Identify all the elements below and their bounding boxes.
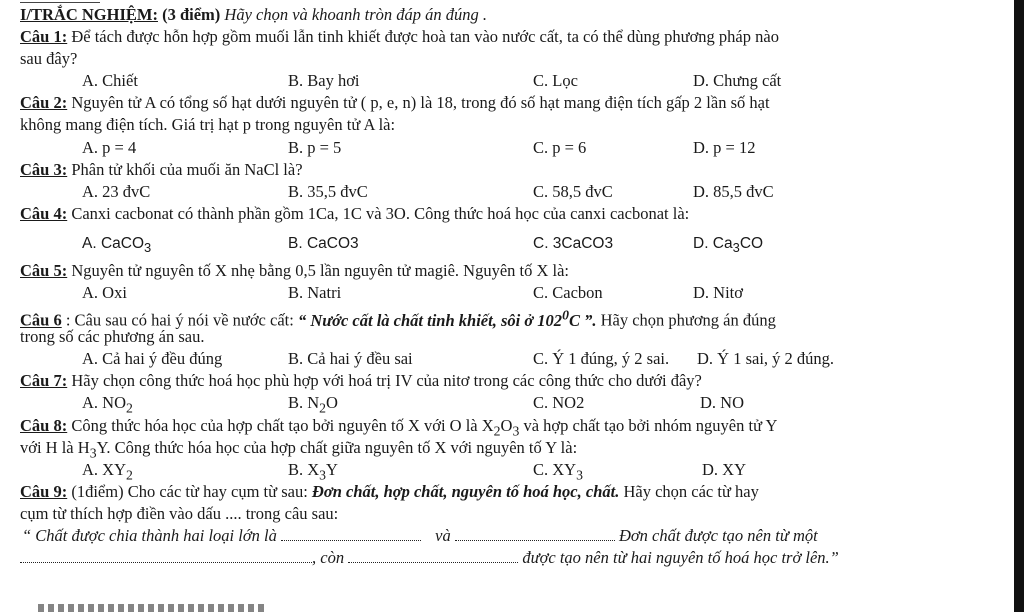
- q6-option-b[interactable]: B. Cả hai ý đều sai: [288, 349, 413, 369]
- question-9-text-post: Hãy chọn các từ hay: [619, 481, 759, 501]
- question-2-cont: [20, 114, 1010, 136]
- q4-option-c[interactable]: C. 3CaCO3: [533, 234, 614, 252]
- question-9-words: Đơn chất, hợp chất, nguyên tố hoá học, chất.: [311, 481, 620, 501]
- q6-option-d[interactable]: D. Ý 1 sai, ý 2 đúng.: [697, 349, 835, 369]
- question-9-text: Cho các từ hay cụm từ sau:: [123, 481, 312, 501]
- q2-option-c[interactable]: C. p = 6: [533, 137, 587, 157]
- window-edge: [1014, 0, 1024, 612]
- question-8-sub2: 3: [512, 422, 520, 438]
- question-7: [20, 370, 1010, 392]
- question-3: [20, 159, 1010, 181]
- q4-option-a-sub: 3: [144, 239, 152, 255]
- question-9-fill-line-2: [20, 547, 1010, 569]
- question-9-label: Câu 9:: [20, 481, 68, 501]
- q6-option-c[interactable]: C. Ý 1 đúng, ý 2 sai.: [533, 349, 670, 369]
- question-5-label: Câu 5:: [20, 260, 68, 280]
- q7-option-c[interactable]: C. NO2: [533, 393, 585, 413]
- question-9-points: (1điểm): [67, 481, 124, 501]
- section-points: (3 điểm): [162, 5, 221, 24]
- q8-option-b-sub: 3: [319, 466, 327, 482]
- question-5-options: [20, 282, 1010, 304]
- cut-off-text: [38, 604, 268, 612]
- question-3-options: [20, 181, 1010, 203]
- question-8-text-cont: với H là H: [20, 437, 90, 457]
- question-2-text: Nguyên tử A có tổng số hạt dưới nguyên tử ( p, e, n) là 18, trong đó số hạt mang điện tích gấp 2 lần số hạt: [71, 93, 770, 113]
- fill-text-1: “ Chất được chia thành hai loại lớn là: [22, 525, 277, 545]
- question-8-text-2: O: [500, 415, 513, 435]
- q4-option-d-sub: 3: [732, 239, 740, 255]
- question-9-text-cont: cụm từ thích hợp điền vào dấu .... trong câu sau:: [20, 503, 339, 523]
- question-1-cont: [20, 48, 1010, 70]
- q4-option-b[interactable]: B. CaCO3: [288, 234, 359, 252]
- question-9-cont: [20, 503, 1010, 525]
- question-8-options: [20, 459, 1010, 481]
- question-6-quote-end: C ”.: [568, 310, 597, 330]
- section-instruction: Hãy chọn và khoanh tròn đáp án đúng .: [224, 5, 488, 24]
- question-6-text: : Câu sau có hai ý nói về nước cất:: [61, 310, 298, 330]
- q3-option-a[interactable]: A. 23 đvC: [82, 181, 151, 201]
- question-8-sub1: 2: [493, 422, 501, 438]
- question-9-fill-line-1: [20, 525, 1010, 547]
- worksheet: [20, 4, 1010, 569]
- question-6-text-cont: trong số các phương án sau.: [20, 327, 205, 347]
- question-5: [20, 260, 1010, 282]
- blank-4[interactable]: [348, 548, 518, 563]
- question-6-degree: 0: [562, 307, 569, 323]
- q7-option-a-sub: 2: [126, 400, 133, 416]
- section-title: I/TRẮC NGHIỆM:: [20, 5, 158, 24]
- fill-text-5: được tạo nên từ hai nguyên tố hoá học trở lên.”: [522, 548, 839, 568]
- q4-option-d-text: D. Ca: [693, 234, 733, 252]
- q8-option-b-tail: Y: [326, 459, 338, 479]
- q8-option-d[interactable]: D. XY: [702, 459, 746, 479]
- q2-option-a[interactable]: A. p = 4: [82, 137, 137, 157]
- q7-option-d[interactable]: D. NO: [700, 393, 744, 413]
- question-8-label: Câu 8:: [20, 415, 68, 435]
- q3-option-b[interactable]: B. 35,5 đvC: [288, 181, 368, 201]
- blank-2[interactable]: [455, 526, 615, 541]
- question-3-text: Phân tử khối của muối ăn NaCl là?: [71, 159, 303, 179]
- fill-text-3: Đơn chất được tạo nên từ một: [618, 525, 818, 545]
- q1-option-d[interactable]: D. Chưng cất: [693, 71, 782, 91]
- fill-text-2: và: [435, 525, 451, 545]
- question-1-text-cont: sau đây?: [20, 49, 78, 69]
- question-2: [20, 92, 1010, 114]
- question-1-label: Câu 1:: [20, 27, 68, 47]
- q8-option-c-text: C. XY: [533, 459, 577, 479]
- question-4-label: Câu 4:: [20, 203, 68, 223]
- q4-option-d-tail: CO: [739, 234, 764, 252]
- question-1: [20, 26, 1010, 48]
- q4-option-d[interactable]: [693, 233, 763, 259]
- question-7-text: Hãy chọn công thức hoá học phù hợp với hoá trị IV của nitơ trong các công thức cho dưới đây?: [71, 371, 702, 391]
- q1-option-a[interactable]: A. Chiết: [82, 71, 138, 91]
- question-1-text: Để tách được hỗn hợp gồm muối lẫn tinh khiết được hoà tan vào nước cất, ta có thể dùng phương pháp nào: [71, 27, 779, 47]
- q3-option-d[interactable]: D. 85,5 đvC: [693, 181, 774, 201]
- q6-option-a[interactable]: A. Cả hai ý đều đúng: [82, 349, 223, 369]
- question-6-label: Câu 6: [20, 310, 62, 330]
- question-6-cont: [20, 326, 1010, 348]
- question-8-sub3: 3: [89, 444, 97, 460]
- q5-option-c[interactable]: C. Cacbon: [533, 282, 603, 302]
- question-6-quote-text: “ Nước cất là chất tinh khiết, sôi ở 102: [297, 310, 563, 330]
- question-1-options: [20, 70, 1010, 92]
- q1-option-b[interactable]: B. Bay hơi: [288, 71, 360, 91]
- question-3-label: Câu 3:: [20, 159, 68, 179]
- blank-3[interactable]: [20, 548, 312, 563]
- q2-option-d[interactable]: D. p = 12: [693, 137, 756, 157]
- question-6-text-post: Hãy chọn phương án đúng: [596, 310, 776, 330]
- q5-option-a[interactable]: A. Oxi: [82, 282, 127, 302]
- q8-option-a-text: A. XY: [82, 459, 126, 479]
- q5-option-d[interactable]: D. Nitơ: [693, 282, 743, 302]
- question-6-options: [20, 348, 1010, 370]
- q8-option-c-sub: 3: [576, 466, 583, 482]
- header-rule: [20, 2, 100, 3]
- question-7-options: [20, 392, 1010, 414]
- question-4-options: [20, 233, 1010, 260]
- question-8: [20, 415, 1010, 437]
- q7-option-b-sub: 2: [319, 400, 327, 416]
- q4-option-a[interactable]: [82, 233, 151, 259]
- blank-1[interactable]: [281, 526, 421, 541]
- question-9: [20, 481, 1010, 503]
- q8-option-a-sub: 2: [126, 466, 133, 482]
- q1-option-c[interactable]: C. Lọc: [533, 71, 578, 91]
- q7-option-b-tail: O: [326, 393, 338, 413]
- q7-option-a-text: A. NO: [82, 393, 126, 413]
- q8-option-b-text: B. X: [288, 459, 320, 479]
- question-5-text: Nguyên tử nguyên tố X nhẹ bằng 0,5 lần nguyên tử magiê. Nguyên tố X là:: [71, 260, 570, 280]
- q2-option-b[interactable]: B. p = 5: [288, 137, 342, 157]
- question-4-text: Canxi cacbonat có thành phần gồm 1Ca, 1C và 3O. Công thức hoá học của canxi cacbonat là:: [71, 203, 690, 223]
- question-8-cont: [20, 437, 1010, 459]
- question-8-text-3: và hợp chất tạo bởi nhóm nguyên tử Y: [519, 415, 778, 435]
- question-2-options: [20, 137, 1010, 159]
- section-header: [20, 4, 1010, 26]
- question-2-label: Câu 2:: [20, 93, 68, 113]
- q4-option-a-text: A. CaCO: [82, 234, 145, 252]
- question-2-text-cont: không mang điện tích. Giá trị hạt p trong nguyên tử A là:: [20, 115, 396, 135]
- fill-text-4: , còn: [312, 548, 345, 568]
- q5-option-b[interactable]: B. Natri: [288, 282, 342, 302]
- q7-option-b-text: B. N: [288, 393, 320, 413]
- question-8-text-cont-2: Y. Công thức hóa học của hợp chất giữa nguyên tố X với nguyên tố Y là:: [96, 437, 578, 457]
- question-7-label: Câu 7:: [20, 371, 68, 391]
- question-8-text: Công thức hóa học của hợp chất tạo bởi nguyên tố X với O là X: [71, 415, 494, 435]
- question-4: [20, 203, 1010, 233]
- question-6: [20, 304, 1010, 330]
- q3-option-c[interactable]: C. 58,5 đvC: [533, 181, 613, 201]
